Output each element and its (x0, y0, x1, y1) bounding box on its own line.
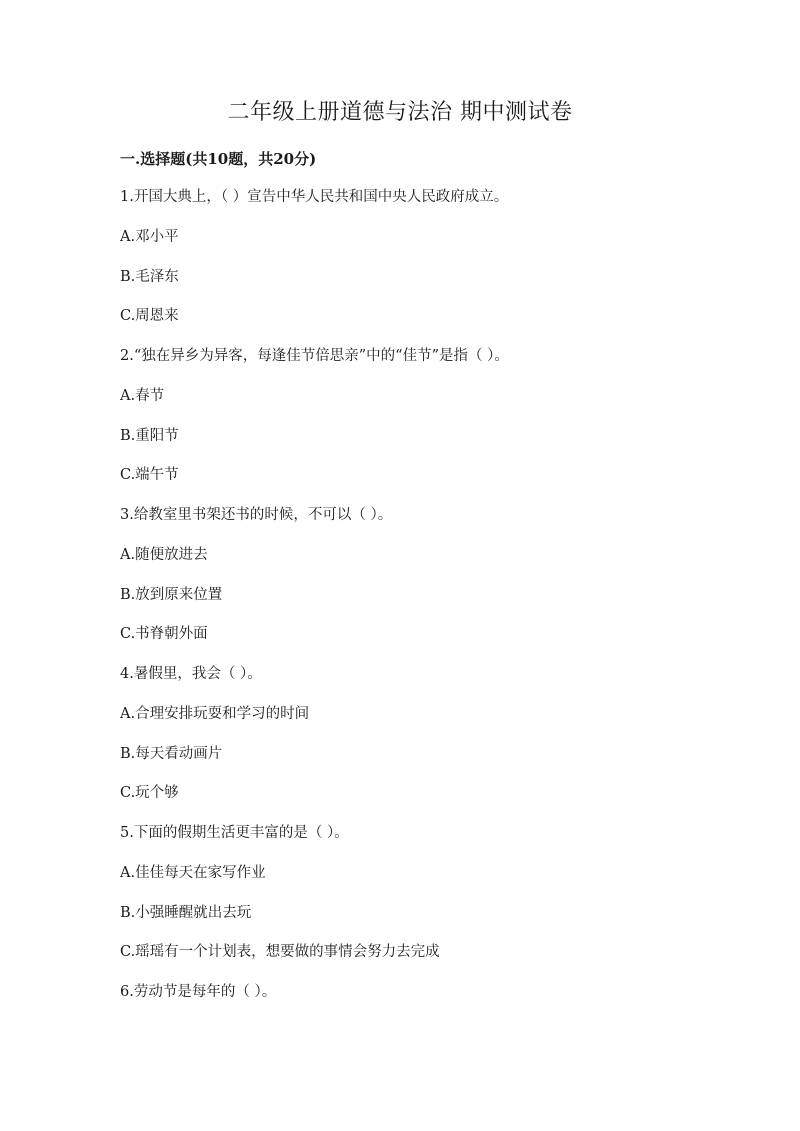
question-4-option-c: C.玩个够 (120, 785, 179, 802)
question-3-option-a: A.随便放进去 (120, 546, 208, 563)
question-3-option-c: C.书脊朝外面 (120, 626, 208, 643)
section-heading: 一.选择题(共10题，共20分) (120, 150, 317, 168)
question-4: 4.暑假里，我会（ ）。 (120, 666, 262, 682)
question-3-option-b: B.放到原来位置 (120, 586, 223, 603)
question-1-option-a: A.邓小平 (120, 228, 179, 245)
question-3: 3.给教室里书架还书的时候，不可以（ ）。 (120, 507, 393, 523)
question-5-option-a: A.佳佳每天在家写作业 (120, 864, 266, 881)
question-1-option-b: B.毛泽东 (120, 268, 179, 285)
question-2-option-a: A.春节 (120, 387, 165, 404)
page-title: 二年级上册道德与法治 期中测试卷 (227, 100, 573, 125)
question-4-option-a: A.合理安排玩耍和学习的时间 (120, 705, 310, 722)
question-6: 6.劳动节是每年的（ ）。 (120, 984, 277, 1000)
question-5-option-b: B.小强睡醒就出去玩 (120, 904, 252, 921)
question-1: 1.开国大典上，（ ）宣告中华人民共和国中央人民政府成立。 (120, 189, 509, 205)
question-2: 2.“独在异乡为异客，每逢佳节倍思亲”中的“佳节”是指（ ）。 (120, 348, 509, 364)
question-4-option-b: B.每天看动画片 (120, 745, 223, 762)
question-2-option-c: C.端午节 (120, 467, 179, 484)
question-list (120, 186, 720, 1021)
question-1-option-c: C.周恩来 (120, 308, 179, 325)
question-5-option-c: C.瑶瑶有一个计划表，想要做的事情会努力去完成 (120, 944, 440, 961)
question-2-option-b: B.重阳节 (120, 427, 179, 444)
question-5: 5.下面的假期生活更丰富的是（ ）。 (120, 825, 349, 841)
